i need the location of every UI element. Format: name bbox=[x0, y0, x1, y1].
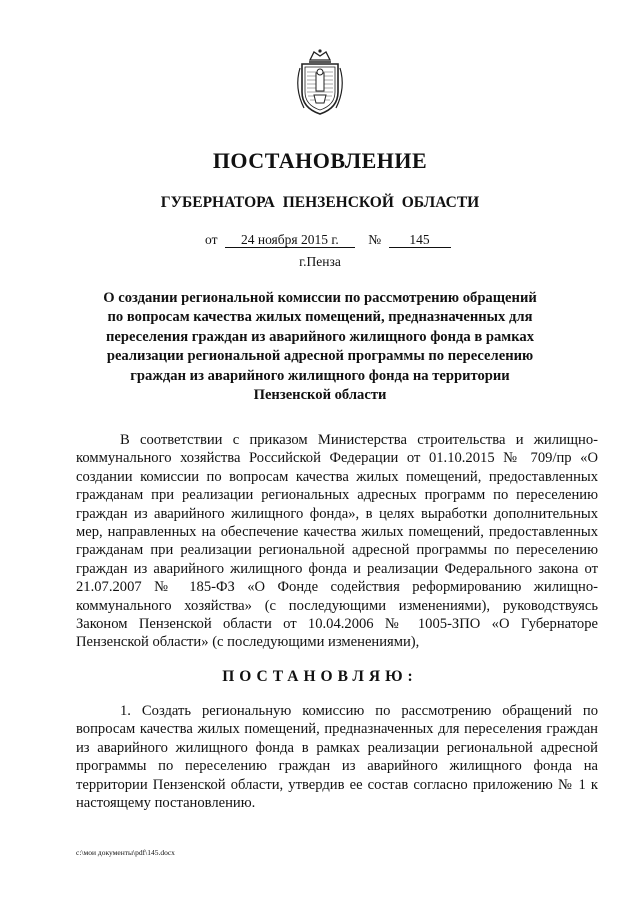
document-date: 24 ноября 2015 г. bbox=[225, 232, 355, 248]
document-heading: О создании региональной комиссии по рассмотрению обращений по вопросам качества жилых помещений, предназначенных для переселения граждан из аварийного жилищного фонда в рамках реализации региональной адресной программы по переселению граждан из аварийного жилищного фонда на территории Пензенской области bbox=[103, 290, 537, 404]
number-label: № bbox=[368, 232, 382, 247]
from-label: от bbox=[205, 232, 218, 247]
document-number: 145 bbox=[389, 232, 451, 248]
document-title: ПОСТАНОВЛЕНИЕ bbox=[212, 148, 428, 173]
preamble-paragraph: В соответствии с приказом Министерства строительства и жилищно-коммунального хозяйства Российской Федерации от 01.10.2015 № 709/пр «О создании комиссии по вопросам качества жилых помещений, предоставленных гражданам при реализации региональных адресных программ по переселению граждан из аварийного жилищного фонда», в целях выработки дополнительных мер, направленных на обеспечение качества жилых помещений, предоставленных гражданам при реализации региональной адресной программы по переселению граждан из аварийного жилищного фонда и реализации Федерального закона от 21.07.2007 № 185-ФЗ «О Фонде содействия реформированию жилищно-коммунального хозяйства» (с последующими изменениями), руководствуясь Законом Пензенской области от 10.04.2006 № 1005-ЗПО «О Губернаторе Пензенской области» (с последующими изменениями), bbox=[76, 432, 598, 651]
coat-of-arms-icon bbox=[292, 48, 348, 116]
resolve-word: ПОСТАНОВЛЯЮ: bbox=[222, 668, 418, 685]
date-number-line bbox=[205, 232, 451, 248]
footer-file-path: c:\мои документы\pdf\145.docx bbox=[76, 848, 175, 857]
issuer-subtitle: ГУБЕРНАТОРА ПЕНЗЕНСКОЙ ОБЛАСТИ bbox=[160, 194, 480, 211]
clause-1-paragraph: 1. Создать региональную комиссию по рассмотрению обращений по вопросам качества жилых помещений, предназначенных для переселения граждан из аварийного жилищного фонда в рамках реализации региональной адресной программы по переселению граждан из аварийного жилищного фонда на территории Пензенской области, утвердив ее состав согласно приложению № 1 к настоящему постановлению. bbox=[76, 703, 598, 812]
city: г.Пенза bbox=[299, 254, 341, 269]
